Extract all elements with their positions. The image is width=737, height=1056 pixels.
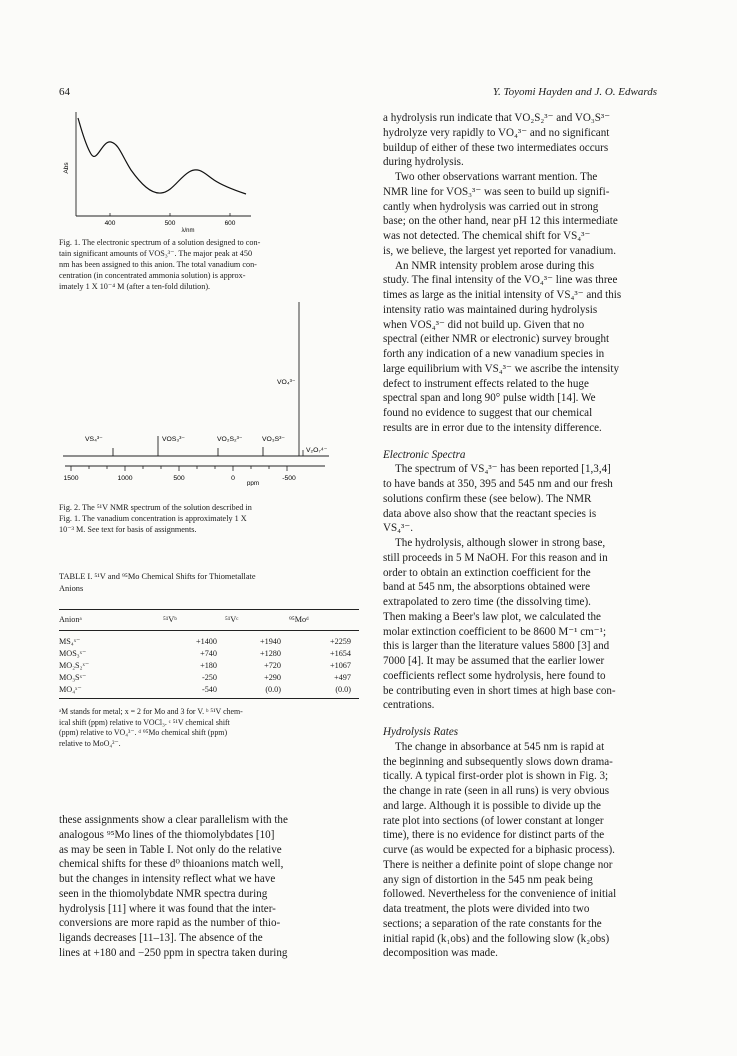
figure-1-spectrum	[59, 108, 359, 236]
table-header: Anionᵃ	[59, 610, 163, 631]
fig2-tick-label: 0	[231, 475, 235, 482]
text-line: data above also show that the reactant species is	[383, 507, 597, 520]
text-line: curve (as would be expected for a biphasic process).	[383, 844, 615, 856]
table-1	[59, 571, 359, 749]
text-line: initial rapid (k₁obs) and the following slow (k₂obs)	[383, 932, 610, 945]
text-line: this is larger than the literature values 5800 [3] and	[383, 640, 610, 653]
table-footnotes	[59, 707, 359, 749]
fig2-x-ticks	[71, 466, 287, 471]
table-cell: (0.0)	[289, 683, 359, 699]
running-head: Y. Toyomi Hayden and J. O. Edwards	[492, 86, 657, 98]
text-line: as may be seen in Table I. Not only do the relative	[59, 843, 282, 856]
fig2-tick-label: 1000	[117, 475, 133, 482]
caption-line: 10⁻³ M. See text for basis of assignments.	[59, 525, 197, 534]
text-line: and large. Although it is possible to divide up the	[383, 799, 601, 812]
fig2-tick-label: -500	[282, 475, 296, 482]
text-line: large equilibrium with VS₄³⁻ we ascribe the intensity	[383, 362, 620, 375]
text-line: coefficients reflect some hydrolysis, here found to	[383, 669, 606, 682]
section-heading-hydrolysis-rates: Hydrolysis Rates	[383, 726, 459, 738]
text-line: to have bands at 350, 395 and 545 nm and our fresh	[383, 478, 613, 490]
text-line: VS₄³⁻.	[383, 522, 414, 535]
table-header: ⁵¹Vᶜ	[225, 610, 289, 631]
text-line: An NMR intensity problem arose during this	[395, 259, 595, 272]
table-cell: +290	[264, 672, 281, 682]
text-line: analogous ⁹⁵Mo lines of the thiomolybdates [10]	[59, 828, 275, 841]
chemical-shift-table	[59, 609, 359, 699]
figure-2	[59, 300, 359, 491]
fig2-tick-label: 1500	[63, 475, 79, 482]
figure-2-nmr-spectrum	[59, 300, 359, 486]
text-line: hydrolysis [11] where it was found that the inter-	[59, 902, 276, 915]
table-cell: MO₂S₂ˣ⁻	[59, 661, 90, 670]
caption-line: tain significant amounts of VOS₃³⁻. The major peak at 450	[59, 249, 253, 258]
paragraph	[383, 170, 679, 259]
text-line: cantly when hydrolysis was carried out in strong	[383, 200, 599, 213]
text-line: There is neither a definite point of slope change nor	[383, 858, 613, 871]
text-line: chemical shifts for these d⁰ thioanions match well,	[59, 858, 284, 871]
caption-line: Fig. 1. The electronic spectrum of a solution designed to con-	[59, 238, 261, 247]
table-cell: +1280	[260, 648, 281, 658]
table-header-row	[59, 610, 359, 631]
text-line: seen in the thiomolybdate NMR spectra during	[59, 887, 268, 900]
text-line: the change in rate (seen in all runs) is very obvious	[383, 785, 610, 797]
table-cell: +180	[200, 660, 217, 670]
text-line: conversions are more rapid as the number of thio-	[59, 917, 281, 930]
text-line: during hydrolysis.	[383, 156, 464, 169]
fig2-tick-label: 500	[173, 475, 185, 482]
fig2-label-vo2s2: VO₂S₂³⁻	[217, 436, 243, 443]
text-line: band at 545 nm, the absorptions obtained were	[383, 581, 591, 594]
text-line: any sign of distortion in the 545 nm peak being	[383, 873, 593, 886]
table-cell: +1940	[260, 636, 281, 646]
table-cell: +2259	[330, 636, 351, 646]
text-line: spectral (either NMR or electronic) survey brought	[383, 333, 610, 346]
caption-line: Fig. 2. The ⁵¹V NMR spectrum of the solution described in	[59, 503, 252, 512]
fig1-tick-label: 400	[104, 220, 116, 227]
text-line: molar extinction coefficient to be 8600 M⁻¹ cm⁻¹;	[383, 625, 607, 638]
fig1-x-label: λ/nm	[181, 228, 195, 234]
table-header: ⁹⁵Moᵈ	[289, 610, 359, 631]
paragraph	[383, 259, 679, 436]
text-line: followed. Nevertheless for the convenience of initial	[383, 888, 617, 901]
text-line: extrapolated to zero time (the dissolving time).	[383, 596, 591, 608]
fig2-label-v2o7: V₂O₇⁴⁻	[306, 447, 328, 454]
table-cell: MOS₃ˣ⁻	[59, 649, 87, 658]
table-cell: -540	[163, 683, 225, 699]
fig2-x-label: ppm	[246, 480, 260, 486]
text-line: decomposition was made.	[383, 947, 498, 960]
table-cell: MS₄ˣ⁻	[59, 637, 81, 646]
text-line: intensity ratio was maintained during hydrolysis	[383, 303, 598, 316]
text-line: The change in absorbance at 545 nm is rapid at	[395, 740, 605, 753]
table-title: Anions	[59, 584, 84, 593]
fig1-absorbance-curve	[78, 118, 246, 194]
figure-1	[59, 108, 359, 241]
figure-2-caption	[59, 502, 359, 535]
table-row	[59, 631, 359, 648]
text-line: ligands decreases [11–13]. The absence of the	[59, 932, 263, 944]
paragraph	[383, 111, 679, 170]
paragraph	[383, 536, 679, 713]
text-line: these assignments show a clear parallelism with the	[59, 814, 288, 826]
table-cell: MO₄ˣ⁻	[59, 683, 163, 699]
text-line: hydrolyze very rapidly to VO₄³⁻ and no significant	[383, 126, 610, 139]
fig1-tick-label: 600	[224, 220, 236, 227]
text-line: found no evidence to suggest that our chemical	[383, 407, 593, 419]
figure-1-caption	[59, 237, 359, 292]
table-cell: +740	[200, 648, 217, 658]
fig2-label-vos3: VOS₃³⁻	[162, 436, 185, 443]
table-row	[59, 683, 359, 699]
table-cell: +1400	[196, 636, 217, 646]
text-line: defect to instrument effects related to the huge	[383, 377, 589, 390]
text-line: results are in error due to the intensity difference.	[383, 421, 602, 434]
table-cell: MO₃Sˣ⁻	[59, 673, 87, 682]
paragraph	[383, 740, 679, 961]
caption-line: Fig. 1. The vanadium concentration is approximately 1 X	[59, 514, 247, 523]
text-line: rate plot into sections (of lower constant at longer	[383, 814, 604, 827]
text-line: Then making a Beer's law plot, we calculated the	[383, 610, 601, 623]
text-line: centrations.	[383, 699, 435, 712]
left-body-text	[59, 813, 359, 961]
text-line: tically. A typical first-order plot is shown in Fig. 3;	[383, 770, 609, 783]
text-line: sections; a separation of the rate constants for the	[383, 917, 602, 930]
text-line: The spectrum of VS₄³⁻ has been reported [1,3,4]	[395, 463, 611, 476]
text-line: time), there is no evidence for distinct parts of the	[383, 829, 605, 842]
caption-line: centration (in concentrated ammonia solution) is approx-	[59, 271, 246, 280]
text-line: still proceeds in 5 M NaOH. For this reason and in	[383, 551, 608, 564]
table-cell: +497	[334, 672, 351, 682]
text-line: the beginning and subsequently slows down drama-	[383, 755, 613, 768]
text-line: times as large as the initial intensity of VS₄³⁻ and this	[383, 289, 622, 301]
fig2-label-vo3s: VO₃S³⁻	[262, 436, 285, 443]
text-line: but the changes in intensity reflect what we have	[59, 873, 276, 885]
text-line: order to obtain an extinction coefficient for the	[383, 566, 591, 579]
text-line: forth any indication of a new vanadium species in	[383, 348, 605, 360]
page-number: 64	[59, 86, 70, 98]
paragraph	[383, 462, 679, 536]
table-row	[59, 671, 359, 683]
caption-line: nm has been assigned to this anion. The total vanadium con-	[59, 260, 257, 269]
table-row	[59, 659, 359, 671]
text-line: when VOS₄³⁻ did not build up. Given that no	[383, 318, 585, 331]
text-line: lines at +180 and −250 ppm in spectra taken during	[59, 946, 288, 959]
table-footnote: relative to MoO₄²⁻.	[59, 738, 121, 748]
table-row	[59, 647, 359, 659]
text-line: Two other observations warrant mention. The	[395, 171, 598, 183]
fig2-label-vo4: VO₄³⁻	[277, 379, 296, 386]
text-line: base; on the other hand, near pH 12 this intermediate	[383, 215, 618, 228]
fig1-y-label: Abs	[63, 162, 70, 174]
right-body-text	[383, 111, 679, 961]
table-cell: +1654	[330, 648, 351, 658]
table-header: ⁵¹Vᵇ	[163, 610, 225, 631]
text-line: was not detected. The chemical shift for VS₄³⁻	[383, 230, 591, 242]
section-heading-electronic-spectra: Electronic Spectra	[383, 448, 466, 461]
table-title: TABLE I. ⁵¹V and ⁹⁵Mo Chemical Shifts for Thiometallate	[59, 572, 256, 581]
fig1-tick-label: 500	[164, 220, 176, 227]
text-line: 7000 [4]. It may be assumed that the earlier lower	[383, 655, 605, 667]
text-line: a hydrolysis run indicate that VO₂S₂³⁻ and VO₃S³⁻	[383, 112, 611, 124]
table-footnote: (ppm) relative to VO₄³⁻. ᵈ ⁹⁵Mo chemical shift (ppm)	[59, 728, 228, 737]
text-line: solutions confirm these (see below). The NMR	[383, 492, 592, 505]
table-footnote: ᵃM stands for metal; x = 2 for Mo and 3 for V. ᵇ ⁵¹V chem-	[59, 707, 243, 716]
text-line: buildup of either of these two intermediates occurs	[383, 141, 609, 154]
table-cell: +1067	[330, 660, 351, 670]
text-line: The hydrolysis, although slower in strong base,	[395, 537, 606, 549]
text-line: spectral span and long 90° pulse width [14]. We	[383, 392, 596, 405]
text-line: study. The final intensity of the VO₄³⁻ line was three	[383, 274, 618, 287]
text-line: data treatment, the plots were divided into two	[383, 903, 590, 915]
table-cell: +720	[264, 660, 281, 670]
table-cell: (0.0)	[225, 683, 289, 699]
table-footnote: ical shift (ppm) relative to VOCl₃. ᶜ ⁵¹V chemical shift	[59, 717, 230, 727]
fig2-label-vs4: VS₄³⁻	[85, 436, 103, 443]
text-line: NMR line for VOS₃³⁻ was seen to build up signifi-	[383, 185, 610, 198]
table-cell: -250	[201, 672, 217, 682]
text-line: is, we believe, the largest yet reported for vanadium.	[383, 244, 616, 257]
caption-line: imately 1 X 10⁻⁴ M (after a ten-fold dilution).	[59, 282, 211, 291]
text-line: be contributing even in short times at high base con-	[383, 684, 616, 697]
